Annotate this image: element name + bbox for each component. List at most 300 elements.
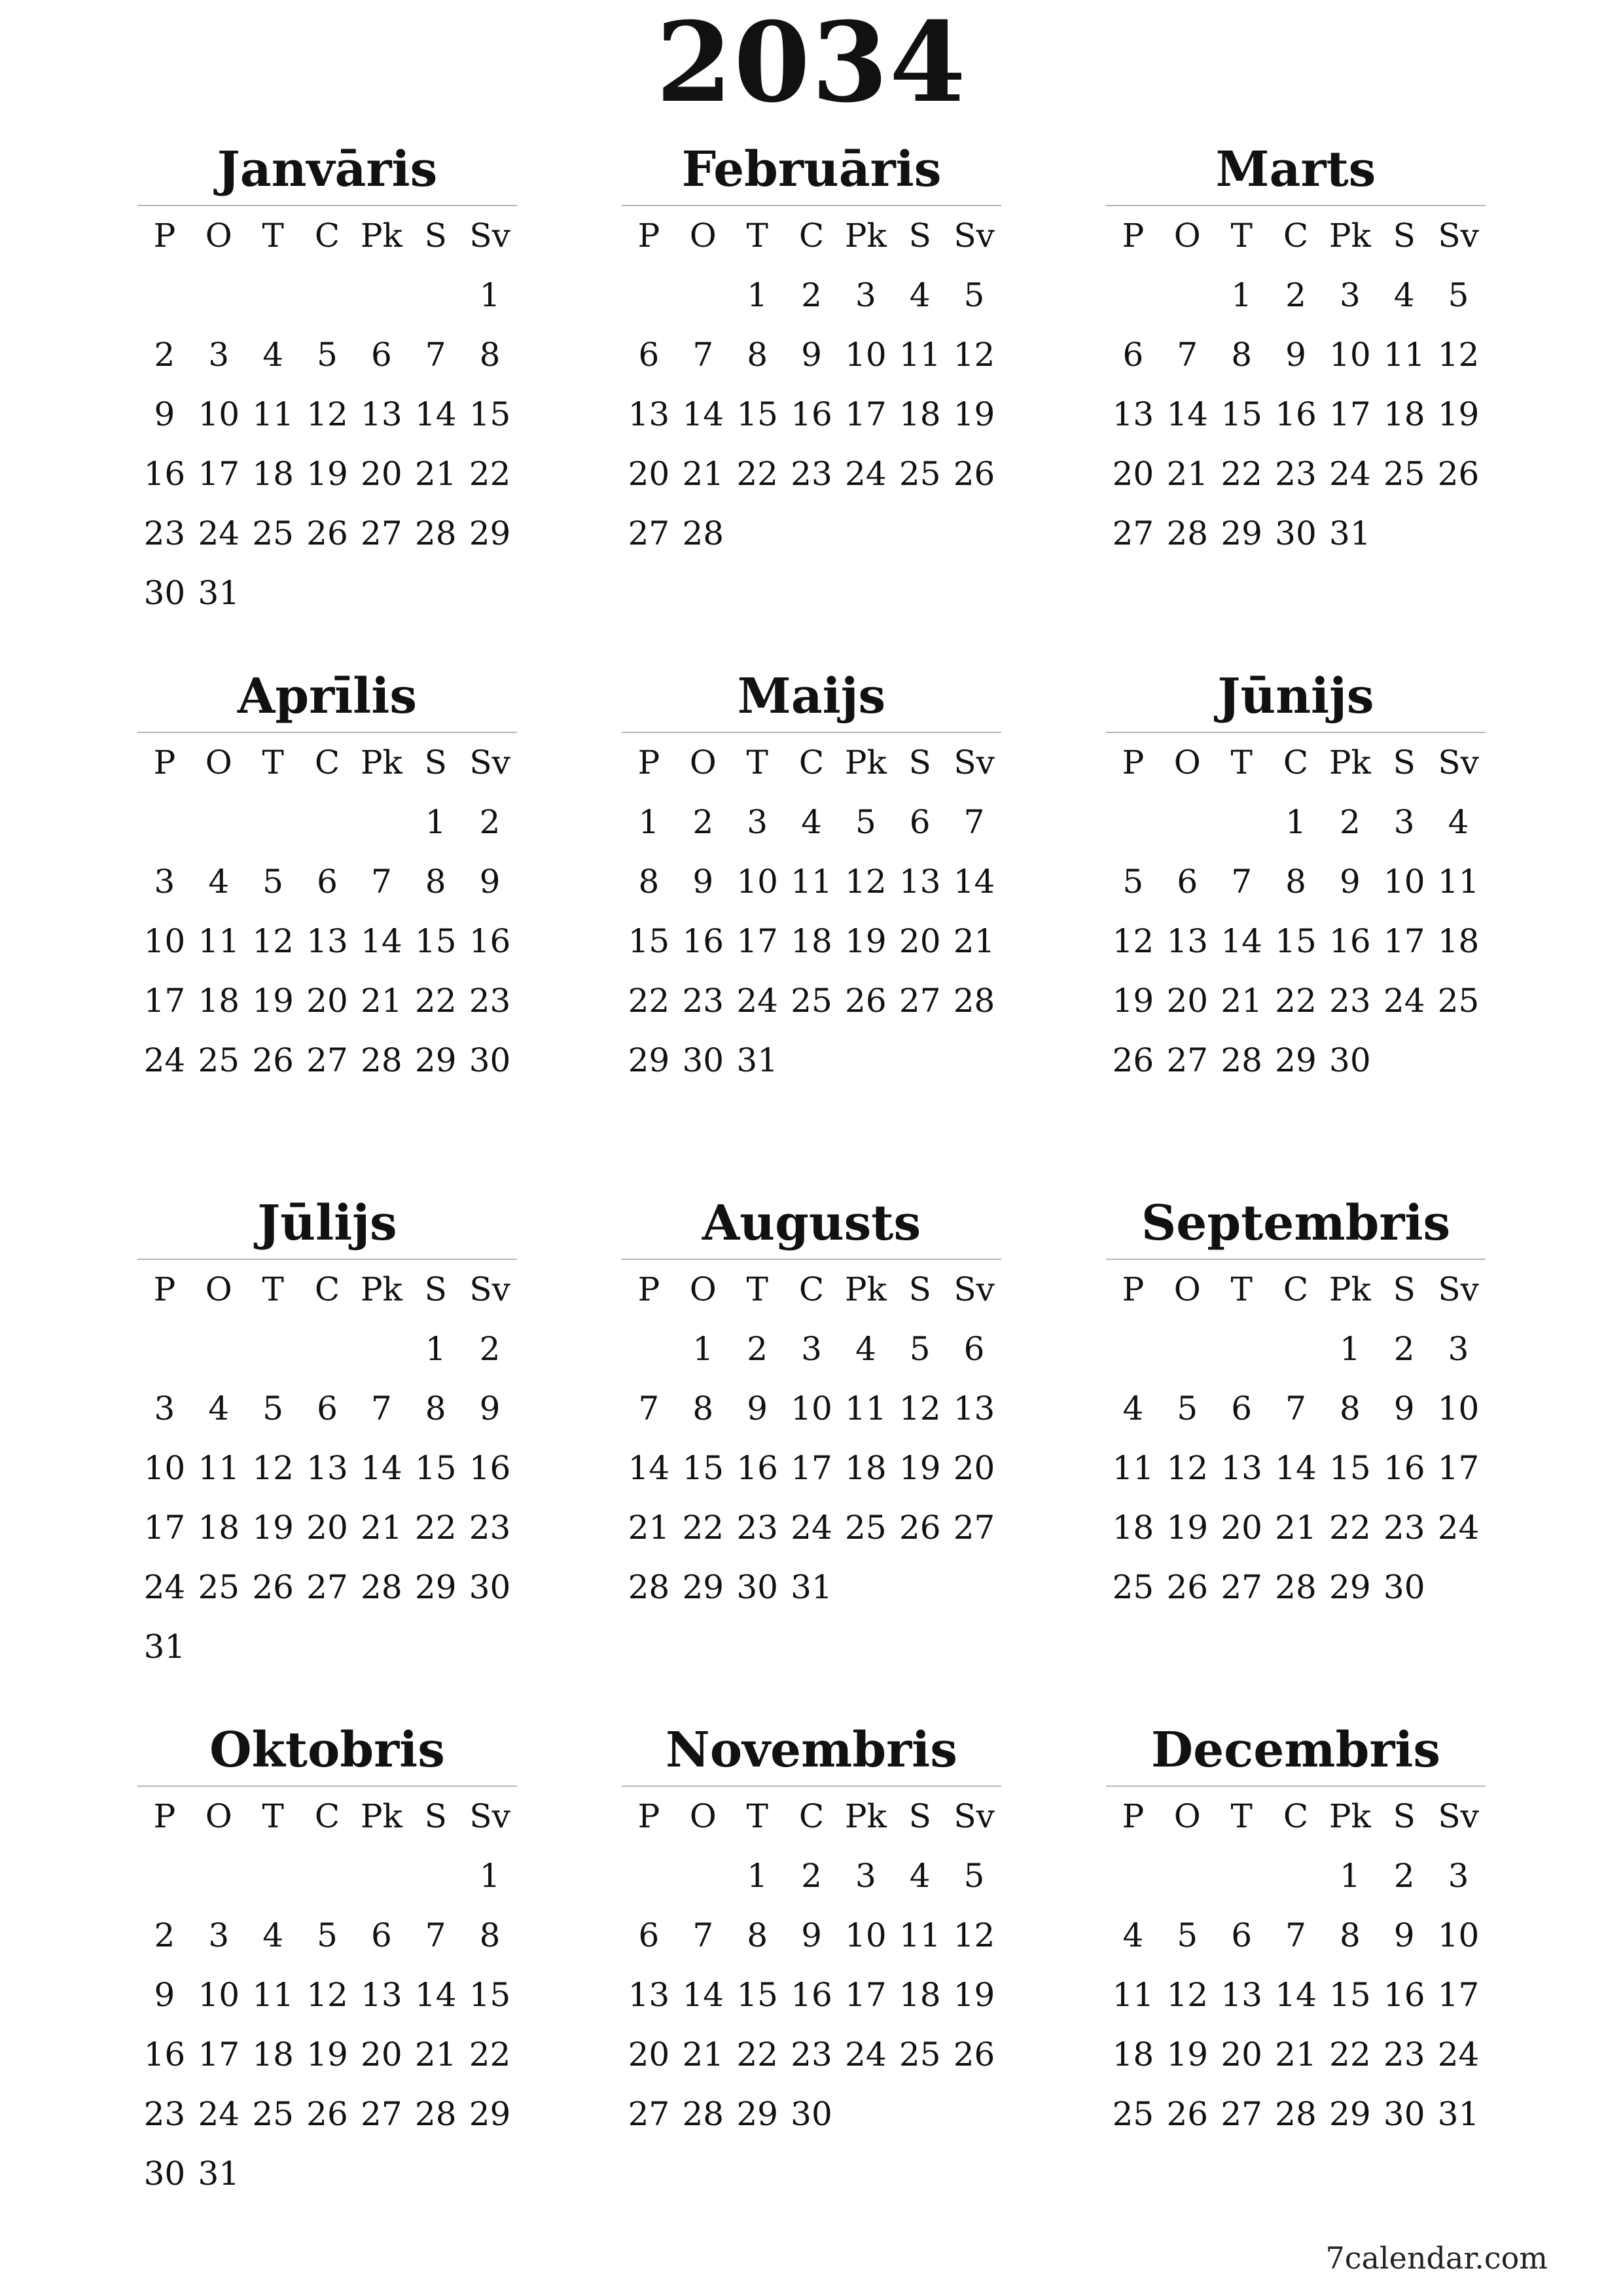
day-grid <box>622 206 1001 564</box>
day-cell: 9 <box>801 336 822 374</box>
day-cell: 15 <box>414 922 457 960</box>
day-cell: 9 <box>154 395 175 433</box>
day-cell: 14 <box>361 922 402 960</box>
day-cell: 25 <box>252 514 294 552</box>
day-cell: 29 <box>414 1568 457 1606</box>
day-cell: 16 <box>791 1976 832 2014</box>
day-cell: 14 <box>682 395 724 433</box>
day-cell: 12 <box>252 922 294 960</box>
day-cell: 10 <box>1437 1390 1480 1427</box>
day-cell: 25 <box>899 455 941 493</box>
day-cell: 21 <box>682 455 724 493</box>
day-cell: 24 <box>1437 1509 1480 1547</box>
day-cell: 8 <box>747 1916 768 1954</box>
day-cell: 1 <box>1339 1857 1361 1895</box>
day-cell: 28 <box>361 1041 402 1079</box>
day-cell: 21 <box>628 1509 670 1547</box>
day-cell: 9 <box>479 1390 501 1427</box>
day-cell: 25 <box>899 2036 941 2073</box>
weekday-header: S <box>424 1797 447 1835</box>
day-grid <box>137 1260 517 1677</box>
day-cell: 26 <box>953 2036 995 2073</box>
day-cell: 19 <box>1166 1509 1209 1547</box>
month-block <box>137 661 517 1090</box>
day-cell: 13 <box>361 1976 402 2014</box>
weekday-header: C <box>314 744 340 781</box>
weekday-header: P <box>1122 744 1145 781</box>
day-cell: 5 <box>1177 1390 1198 1427</box>
day-cell: 7 <box>425 336 446 374</box>
day-cell: 11 <box>1112 1976 1154 2014</box>
weekday-header: Pk <box>1329 1797 1371 1835</box>
day-cell: 28 <box>1166 514 1209 552</box>
day-cell: 11 <box>1112 1449 1154 1487</box>
month-name: Marts <box>1106 134 1486 206</box>
day-cell: 30 <box>1383 1568 1425 1606</box>
day-cell: 12 <box>1437 336 1480 374</box>
day-cell: 20 <box>1221 2036 1262 2073</box>
day-cell: 16 <box>1383 1976 1425 2014</box>
day-cell: 4 <box>262 336 284 374</box>
day-cell: 18 <box>252 2036 294 2073</box>
day-cell: 25 <box>791 982 832 1020</box>
weekday-header: O <box>1173 1797 1201 1835</box>
weekday-header: T <box>262 217 284 255</box>
day-cell: 13 <box>953 1390 995 1427</box>
day-grid <box>622 733 1001 1090</box>
day-cell: 14 <box>414 1976 457 2014</box>
month-name: Decembris <box>1106 1715 1486 1787</box>
day-cell: 29 <box>414 1041 457 1079</box>
day-cell: 18 <box>1437 922 1480 960</box>
day-cell: 3 <box>208 1916 230 1954</box>
day-cell: 8 <box>1339 1916 1361 1954</box>
day-cell: 16 <box>791 395 832 433</box>
weekday-header: C <box>798 1270 825 1308</box>
month-block <box>137 1188 517 1677</box>
day-cell: 12 <box>899 1390 941 1427</box>
day-cell: 31 <box>198 574 240 612</box>
day-cell: 11 <box>198 1449 240 1487</box>
weekday-header: C <box>1283 1270 1309 1308</box>
day-cell: 19 <box>252 1509 294 1547</box>
day-cell: 6 <box>909 803 931 841</box>
day-cell: 25 <box>252 2095 294 2133</box>
day-cell: 10 <box>143 1449 186 1487</box>
day-cell: 7 <box>425 1916 446 1954</box>
day-cell: 21 <box>1221 982 1262 1020</box>
day-cell: 15 <box>1275 922 1317 960</box>
empty-cell <box>1269 1319 1323 1379</box>
day-cell: 7 <box>370 1390 392 1427</box>
day-cell: 6 <box>370 336 392 374</box>
day-cell: 22 <box>469 455 511 493</box>
day-cell: 24 <box>143 1568 186 1606</box>
day-cell: 16 <box>1329 922 1371 960</box>
day-cell: 9 <box>801 1916 822 1954</box>
empty-cell <box>246 1319 300 1379</box>
weekday-header: S <box>908 217 931 255</box>
day-cell: 13 <box>1221 1449 1262 1487</box>
day-cell: 15 <box>682 1449 724 1487</box>
day-cell: 22 <box>469 2036 511 2073</box>
day-cell: 22 <box>1329 2036 1371 2073</box>
day-cell: 15 <box>1221 395 1262 433</box>
day-cell: 23 <box>682 982 724 1020</box>
day-cell: 12 <box>306 395 348 433</box>
day-cell: 9 <box>154 1976 175 2014</box>
weekday-header: Pk <box>1329 1270 1371 1308</box>
day-cell: 9 <box>692 863 714 901</box>
weekday-header: C <box>1283 1797 1309 1835</box>
day-cell: 8 <box>747 336 768 374</box>
day-cell: 1 <box>425 803 446 841</box>
month-name: Jūlijs <box>137 1188 517 1260</box>
empty-cell <box>622 1846 676 1906</box>
day-cell: 11 <box>1437 863 1480 901</box>
empty-cell <box>1160 793 1215 852</box>
day-cell: 6 <box>638 336 660 374</box>
day-cell: 27 <box>1221 2095 1262 2133</box>
day-cell: 3 <box>1393 803 1415 841</box>
day-cell: 5 <box>1122 863 1144 901</box>
day-cell: 10 <box>1437 1916 1480 1954</box>
weekday-header: C <box>798 744 825 781</box>
weekday-header: T <box>1230 744 1253 781</box>
day-cell: 17 <box>143 982 186 1020</box>
day-cell: 18 <box>899 395 941 433</box>
day-cell: 13 <box>899 863 941 901</box>
day-cell: 26 <box>1166 1568 1209 1606</box>
day-cell: 25 <box>1112 1568 1154 1606</box>
day-grid <box>622 1787 1001 2144</box>
day-cell: 12 <box>845 863 887 901</box>
day-cell: 8 <box>1339 1390 1361 1427</box>
day-cell: 18 <box>198 1509 240 1547</box>
day-cell: 15 <box>736 395 778 433</box>
day-cell: 30 <box>143 2155 186 2193</box>
day-cell: 8 <box>638 863 660 901</box>
day-cell: 1 <box>747 1857 768 1895</box>
day-cell: 4 <box>1448 803 1469 841</box>
weekday-header: T <box>262 1270 284 1308</box>
weekday-header: P <box>637 1270 660 1308</box>
day-cell: 1 <box>1285 803 1306 841</box>
day-cell: 30 <box>791 2095 832 2133</box>
day-cell: 18 <box>1112 2036 1154 2073</box>
weekday-header: Pk <box>844 1797 887 1835</box>
day-cell: 19 <box>845 922 887 960</box>
day-cell: 24 <box>791 1509 832 1547</box>
day-cell: 10 <box>845 1916 887 1954</box>
day-cell: 1 <box>638 803 660 841</box>
empty-cell <box>137 793 192 852</box>
day-grid <box>137 733 517 1090</box>
day-cell: 17 <box>736 922 778 960</box>
weekday-header: Pk <box>360 1797 402 1835</box>
day-cell: 19 <box>1112 982 1154 1020</box>
empty-cell <box>354 1846 408 1906</box>
day-cell: 29 <box>1275 1041 1317 1079</box>
day-cell: 8 <box>479 336 501 374</box>
day-cell: 17 <box>1383 922 1425 960</box>
day-cell: 19 <box>953 395 995 433</box>
weekday-header: T <box>1230 1270 1253 1308</box>
day-cell: 1 <box>425 1330 446 1368</box>
weekday-header: T <box>262 1797 284 1835</box>
day-cell: 28 <box>1275 2095 1317 2133</box>
weekday-header: S <box>1393 1270 1416 1308</box>
day-cell: 27 <box>899 982 941 1020</box>
weekday-header: S <box>1393 1797 1416 1835</box>
weekday-header: P <box>153 744 176 781</box>
weekday-header: S <box>908 1797 931 1835</box>
weekday-header: T <box>746 1797 768 1835</box>
day-cell: 21 <box>953 922 995 960</box>
weekday-header: C <box>314 217 340 255</box>
weekday-header: Pk <box>1329 217 1371 255</box>
day-cell: 23 <box>736 1509 778 1547</box>
day-cell: 26 <box>899 1509 941 1547</box>
day-cell: 19 <box>306 455 348 493</box>
weekday-header: P <box>153 1270 176 1308</box>
weekday-header: O <box>689 1270 717 1308</box>
empty-cell <box>300 793 355 852</box>
day-cell: 27 <box>1166 1041 1209 1079</box>
day-cell: 2 <box>801 276 822 314</box>
day-cell: 20 <box>1166 982 1209 1020</box>
day-cell: 4 <box>1122 1390 1144 1427</box>
day-cell: 2 <box>1393 1330 1415 1368</box>
day-cell: 26 <box>1437 455 1480 493</box>
day-cell: 31 <box>1329 514 1371 552</box>
day-cell: 6 <box>963 1330 985 1368</box>
empty-cell <box>622 1319 676 1379</box>
weekday-header: O <box>205 1797 232 1835</box>
day-cell: 11 <box>252 1976 294 2014</box>
day-cell: 21 <box>414 2036 457 2073</box>
day-cell: 3 <box>855 1857 876 1895</box>
day-cell: 27 <box>628 2095 670 2133</box>
day-cell: 30 <box>1275 514 1317 552</box>
day-cell: 8 <box>425 863 446 901</box>
day-cell: 4 <box>909 1857 931 1895</box>
day-cell: 19 <box>252 982 294 1020</box>
day-cell: 4 <box>208 1390 230 1427</box>
empty-cell <box>137 1846 192 1906</box>
day-cell: 10 <box>1383 863 1425 901</box>
day-cell: 26 <box>845 982 887 1020</box>
weekday-header: Sv <box>954 1797 995 1835</box>
empty-cell <box>192 793 246 852</box>
day-cell: 15 <box>1329 1449 1371 1487</box>
weekday-header: T <box>1230 1797 1253 1835</box>
day-cell: 17 <box>845 1976 887 2014</box>
weekday-header: Sv <box>1438 217 1479 255</box>
day-cell: 16 <box>143 2036 186 2073</box>
day-cell: 18 <box>1383 395 1425 433</box>
day-cell: 26 <box>252 1041 294 1079</box>
day-cell: 2 <box>801 1857 822 1895</box>
day-cell: 14 <box>361 1449 402 1487</box>
day-cell: 23 <box>791 455 832 493</box>
day-cell: 2 <box>479 1330 501 1368</box>
day-cell: 3 <box>855 276 876 314</box>
day-cell: 27 <box>628 514 670 552</box>
empty-cell <box>246 1846 300 1906</box>
day-cell: 19 <box>306 2036 348 2073</box>
day-cell: 3 <box>154 863 175 901</box>
day-cell: 18 <box>899 1976 941 2014</box>
day-cell: 16 <box>1275 395 1317 433</box>
day-cell: 9 <box>1393 1390 1415 1427</box>
empty-cell <box>246 266 300 325</box>
weekday-header: Pk <box>844 1270 887 1308</box>
empty-cell <box>246 793 300 852</box>
day-cell: 23 <box>1329 982 1371 1020</box>
day-cell: 17 <box>198 2036 240 2073</box>
day-cell: 3 <box>1339 276 1361 314</box>
day-cell: 18 <box>1112 1509 1154 1547</box>
weekday-header: S <box>908 744 931 781</box>
day-cell: 14 <box>1275 1449 1317 1487</box>
day-cell: 5 <box>909 1330 931 1368</box>
day-cell: 21 <box>361 1509 402 1547</box>
day-cell: 4 <box>909 276 931 314</box>
day-cell: 13 <box>361 395 402 433</box>
day-grid <box>137 206 517 623</box>
day-cell: 13 <box>1166 922 1209 960</box>
day-cell: 10 <box>198 1976 240 2014</box>
day-cell: 12 <box>306 1976 348 2014</box>
day-cell: 17 <box>198 455 240 493</box>
weekday-header: T <box>746 1270 768 1308</box>
day-cell: 14 <box>628 1449 670 1487</box>
day-grid <box>1106 1260 1486 1617</box>
day-cell: 31 <box>791 1568 832 1606</box>
day-cell: 11 <box>1383 336 1425 374</box>
day-cell: 18 <box>198 982 240 1020</box>
day-cell: 14 <box>414 395 457 433</box>
day-cell: 31 <box>143 1628 186 1666</box>
day-cell: 5 <box>317 336 338 374</box>
day-cell: 27 <box>1112 514 1154 552</box>
day-cell: 30 <box>469 1041 511 1079</box>
weekday-header: Pk <box>360 1270 402 1308</box>
day-cell: 29 <box>1221 514 1262 552</box>
month-block <box>1106 1188 1486 1617</box>
weekday-header: S <box>424 1270 447 1308</box>
weekday-header: T <box>262 744 284 781</box>
day-cell: 5 <box>262 1390 284 1427</box>
weekday-header: Sv <box>1438 1797 1479 1835</box>
day-cell: 1 <box>479 276 501 314</box>
weekday-header: P <box>153 217 176 255</box>
empty-cell <box>137 266 192 325</box>
empty-cell <box>137 1319 192 1379</box>
day-cell: 22 <box>628 982 670 1020</box>
month-name: Aprīlis <box>137 661 517 733</box>
day-cell: 15 <box>469 395 511 433</box>
day-cell: 17 <box>143 1509 186 1547</box>
weekday-header: Sv <box>469 217 510 255</box>
day-cell: 27 <box>361 514 402 552</box>
day-cell: 16 <box>143 455 186 493</box>
month-name: Janvāris <box>137 134 517 206</box>
day-cell: 19 <box>1437 395 1480 433</box>
day-cell: 6 <box>1122 336 1144 374</box>
day-cell: 9 <box>1393 1916 1415 1954</box>
day-cell: 20 <box>628 455 670 493</box>
day-cell: 17 <box>791 1449 832 1487</box>
day-cell: 5 <box>963 1857 985 1895</box>
day-cell: 1 <box>692 1330 714 1368</box>
day-cell: 19 <box>953 1976 995 2014</box>
day-cell: 2 <box>1339 803 1361 841</box>
day-cell: 29 <box>1329 1568 1371 1606</box>
day-cell: 27 <box>953 1509 995 1547</box>
day-cell: 22 <box>414 1509 457 1547</box>
day-cell: 22 <box>1329 1509 1371 1547</box>
day-cell: 31 <box>1437 2095 1480 2133</box>
month-name: Septembris <box>1106 1188 1486 1260</box>
day-cell: 26 <box>306 2095 348 2133</box>
day-cell: 28 <box>361 1568 402 1606</box>
day-cell: 29 <box>469 2095 511 2133</box>
empty-cell <box>300 266 355 325</box>
year-title: 2034 <box>656 0 967 127</box>
empty-cell <box>1215 1846 1269 1906</box>
empty-cell <box>192 266 246 325</box>
day-cell: 19 <box>1166 2036 1209 2073</box>
month-block <box>137 1715 517 2204</box>
day-cell: 2 <box>747 1330 768 1368</box>
day-cell: 2 <box>154 1916 175 1954</box>
empty-cell <box>1269 1846 1323 1906</box>
day-cell: 6 <box>317 863 338 901</box>
weekday-header: S <box>424 744 447 781</box>
empty-cell <box>1160 1319 1215 1379</box>
day-cell: 6 <box>1177 863 1198 901</box>
day-cell: 12 <box>953 1916 995 1954</box>
month-block <box>622 134 1001 564</box>
day-cell: 27 <box>1221 1568 1262 1606</box>
empty-cell <box>192 1319 246 1379</box>
weekday-header: O <box>205 744 232 781</box>
empty-cell <box>1106 1319 1160 1379</box>
weekday-header: P <box>1122 1797 1145 1835</box>
day-cell: 11 <box>252 395 294 433</box>
day-cell: 24 <box>1329 455 1371 493</box>
day-cell: 30 <box>736 1568 778 1606</box>
day-cell: 3 <box>1448 1330 1469 1368</box>
day-cell: 20 <box>628 2036 670 2073</box>
day-cell: 2 <box>1285 276 1306 314</box>
day-cell: 11 <box>899 336 941 374</box>
empty-cell <box>1215 793 1269 852</box>
day-cell: 23 <box>791 2036 832 2073</box>
day-cell: 31 <box>198 2155 240 2193</box>
day-cell: 23 <box>469 982 511 1020</box>
day-cell: 23 <box>1383 1509 1425 1547</box>
month-name: Jūnijs <box>1106 661 1486 733</box>
day-cell: 4 <box>1393 276 1415 314</box>
empty-cell <box>192 1846 246 1906</box>
day-cell: 11 <box>899 1916 941 1954</box>
day-cell: 28 <box>414 2095 457 2133</box>
weekday-header: T <box>746 217 768 255</box>
day-cell: 3 <box>154 1390 175 1427</box>
